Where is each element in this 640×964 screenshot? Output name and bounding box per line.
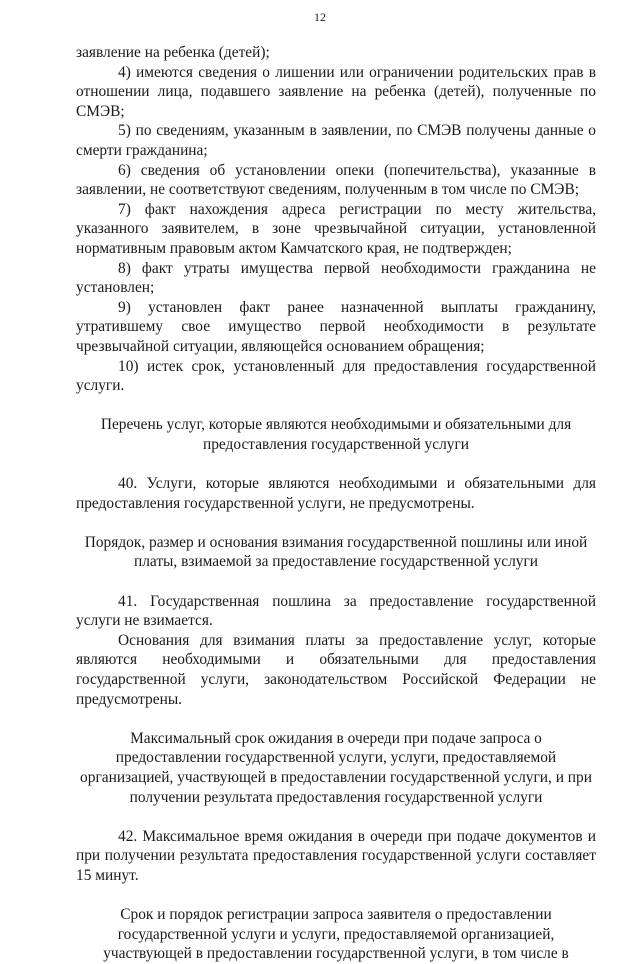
paragraph-spacer: [76, 807, 596, 827]
body-paragraph: 40. Услуги, которые являются необходимыми и обязательными для предоставления государственной услуги, не предусмотрены.: [76, 475, 596, 512]
paragraph-spacer: [76, 513, 596, 533]
body-paragraph: 9) установлен факт ранее назначенной выплаты гражданину, утратившему свое имущество первой необходимости в результате чрезвычайной ситуации, являющейся основанием обращения;: [76, 298, 596, 355]
body-paragraph: 6) сведения об установлении опеки (попечительства), указанные в заявлении, не соответствуют сведениям, полученным в том числе по СМЭВ;: [76, 161, 596, 199]
body-paragraph: 7) факт нахождения адреса регистрации по месту жительства, указанного заявителем, в зоне чрезвычайной ситуации, установленной нормативным правовым актом Камчатского края, не подтвержден;: [76, 200, 596, 257]
body-paragraph: заявление на ребенка (детей);: [76, 44, 270, 61]
paragraph-spacer: [76, 454, 596, 474]
section-heading: Максимальный срок ожидания в очереди при подаче запроса о предоставлении государственной услуги, услуги, предоставляемой организацией, участвующей в предоставлении государственной услуги, и при получении результата предоставления государственной услуги: [80, 729, 592, 806]
section-heading: Срок и порядок регистрации запроса заявителя о предоставлении государственной услуги и услуги, предоставляемой организацией, участвующей в предоставлении государственной услуги, в том числе в: [103, 906, 569, 963]
body-paragraph: 10) истек срок, установленный для предоставления государственной услуги.: [76, 357, 596, 395]
body-paragraph: 5) по сведениям, указанным в заявлении, по СМЭВ получены данные о смерти гражданина;: [76, 122, 596, 159]
paragraph-spacer: [76, 572, 596, 592]
body-paragraph: 41. Государственная пошлина за предоставление государственной услуги не взимается.: [76, 592, 596, 630]
body-paragraph: 4) имеются сведения о лишении или ограничении родительских прав в отношении лица, подавшего заявление на ребенка (детей), полученные по СМЭВ;: [76, 63, 596, 120]
page-number: 12: [314, 10, 326, 24]
body-paragraph: Основания для взимания платы за предоставление услуг, которые являются необходимыми и обязательными для предоставления государственной услуги, законодательством Российской Федерации не предусмотрены.: [76, 631, 596, 708]
paragraph-spacer: [76, 709, 596, 729]
section-heading: Перечень услуг, которые являются необходимыми и обязательными для предоставления государственной услуги: [100, 416, 572, 453]
section-heading: Порядок, размер и основания взимания государственной пошлины или иной платы, взимаемой за предоставление государственной услуги: [84, 533, 588, 571]
document-body: [76, 43, 596, 964]
body-paragraph: 42. Максимальное время ожидания в очереди при подаче документов и при получении результата предоставления государственной услуги составляет 15 минут.: [76, 827, 596, 884]
paragraph-spacer: [76, 396, 596, 416]
body-paragraph: 8) факт утраты имущества первой необходимости гражданина не установлен;: [76, 259, 596, 297]
paragraph-spacer: [76, 886, 596, 906]
